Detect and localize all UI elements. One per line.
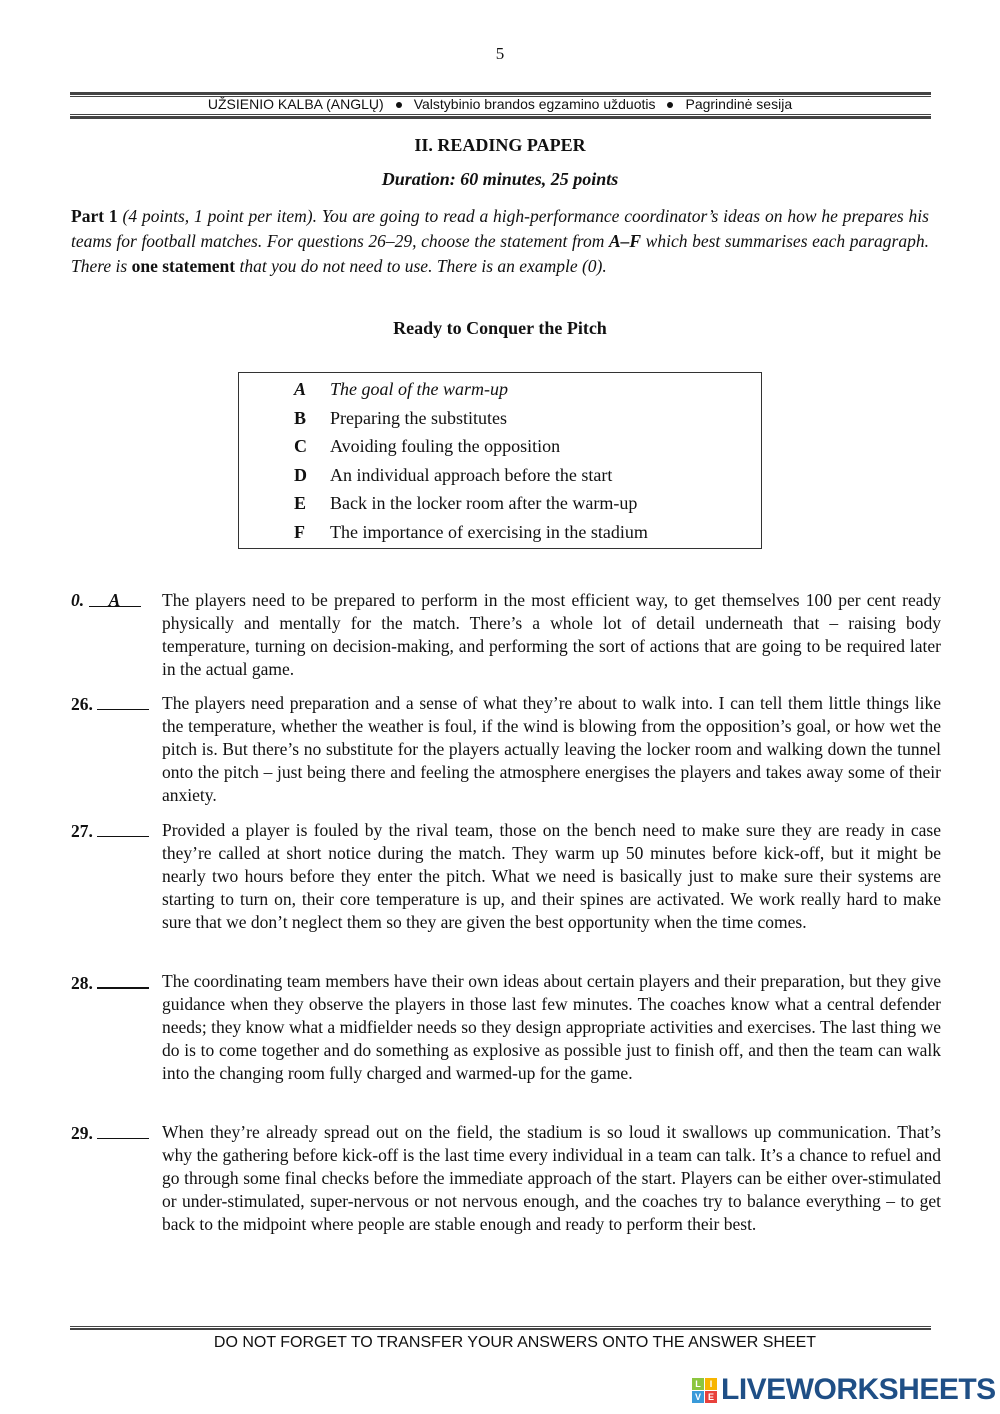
answer-input[interactable] xyxy=(97,692,149,710)
option-d: D An individual approach before the start xyxy=(294,465,613,485)
paragraph-text: The players need to be prepared to perform in the most efficient way, to get themselves 100 per cent ready physically and mentally for the match. There’s a whole lot of detail underneath that – raising body temperature, turning on decision-making, and performing the sort of actions that are going to be required later in the actual game. xyxy=(162,590,941,679)
option-b: B Preparing the substitutes xyxy=(294,408,507,428)
paragraph-text: When they’re already spread out on the field, the stadium is so loud it swallows up communication. That’s why the gathering before kick-off is the last time every individual in a team can talk. It’s a chance to refuel and go through some final checks before the immediate approach of the start. Players can be either over-stimulated or under-stimulated, super-nervous or not nervous enough, and the coaches try to balance everything – to get back to the midpoint where people are stable enough and ready to perform their best. xyxy=(162,1122,941,1234)
question-26 xyxy=(71,692,941,807)
footer-rule xyxy=(70,1326,931,1330)
option-a: A The goal of the warm-up xyxy=(294,379,508,399)
text-title: Ready to Conquer the Pitch xyxy=(393,318,607,338)
paragraph-text: Provided a player is fouled by the rival team, those on the bench need to make sure they are ready in case they’re called at short notice during the match. They warm up 50 minutes before kick-off, but it might be nearly two hours before they enter the pitch. What we need is basically just to make sure their systems are starting to turn on, their core temperature is up, and their spines are activated. We work really hard to make sure that we don’t neglect them so they are given the best opportunity when the time comes. xyxy=(162,820,941,932)
header-session: Pagrindinė sesija xyxy=(685,96,793,112)
answer-blank: A xyxy=(89,589,141,607)
paragraph-text: The players need preparation and a sense of what they’re about to walk into. I can tell them little things like the temperature, whether the weather is foul, if the wind is blowing from the opposition’s goal, or how wet the pitch is. But there’s no substitute for the players actually leaving the locker room and walking down the tunnel onto the pitch – just being there and feeling the atmosphere energises the players and takes away some of their anxiety. xyxy=(162,693,941,805)
question-number: 27. xyxy=(71,819,149,843)
instr-text: that you do not need to use. There is an example (0). xyxy=(235,256,607,276)
question-28 xyxy=(71,970,941,1085)
bullet-icon xyxy=(396,102,402,108)
logo-text: LIVEWORKSHEETS xyxy=(721,1373,996,1406)
question-29 xyxy=(71,1121,941,1236)
option-c: C Avoiding fouling the opposition xyxy=(294,436,561,456)
liveworksheets-logo xyxy=(692,1373,996,1407)
question-27 xyxy=(71,819,941,934)
question-number: 28. xyxy=(71,970,149,995)
options-box xyxy=(238,372,762,549)
footer-note: DO NOT FORGET TO TRANSFER YOUR ANSWERS ONTO THE ANSWER SHEET xyxy=(213,1334,817,1351)
question-number: 0. A xyxy=(71,589,141,612)
instr-bold: one statement xyxy=(131,256,236,276)
duration: Duration: 60 minutes, 25 points xyxy=(381,169,619,189)
instr-text: (4 points, 1 point per item). You are going to read a high-performance coordinator’s ideas on how he prepares his teams for football matches. For questions 26–29, choose the statement from xyxy=(71,206,929,251)
answer-input[interactable] xyxy=(97,819,149,837)
answer-input[interactable] xyxy=(97,1121,149,1139)
paragraph-text: The coordinating team members have their own ideas about certain players and their preparation, but they give guidance when they observe the players in those last few minutes. The coaches know what a central defender needs; they know what a midfielder needs so they design appropriate activities and exercises. The last thing we do is to come together and do something as explosive as possible just to finish off, and then the team can walk into the changing room fully charged and warmed-up for the game. xyxy=(162,971,941,1083)
question-0 xyxy=(71,589,941,681)
page-number: 5 xyxy=(495,44,505,63)
question-number: 29. xyxy=(71,1121,149,1145)
option-e: E Back in the locker room after the warm-up xyxy=(294,493,638,513)
instr-text: which best summarises each paragraph. There is xyxy=(71,231,929,276)
header-exam: Valstybinio brandos egzamino užduotis xyxy=(413,96,656,112)
option-f: F The importance of exercising in the stadium xyxy=(294,522,648,542)
header-rule-bottom xyxy=(70,114,931,119)
paper-title: II. READING PAPER xyxy=(414,135,586,155)
logo-tiles-icon: L I V E xyxy=(692,1378,717,1403)
part-label: Part 1 xyxy=(71,206,118,226)
bullet-icon xyxy=(667,102,673,108)
instructions xyxy=(71,204,929,279)
instr-range: A–F xyxy=(608,231,642,251)
exam-header xyxy=(0,96,1000,112)
answer-input[interactable] xyxy=(97,970,149,989)
header-subject: UŽSIENIO KALBA (ANGLŲ) xyxy=(207,96,384,112)
question-number: 26. xyxy=(71,692,149,716)
